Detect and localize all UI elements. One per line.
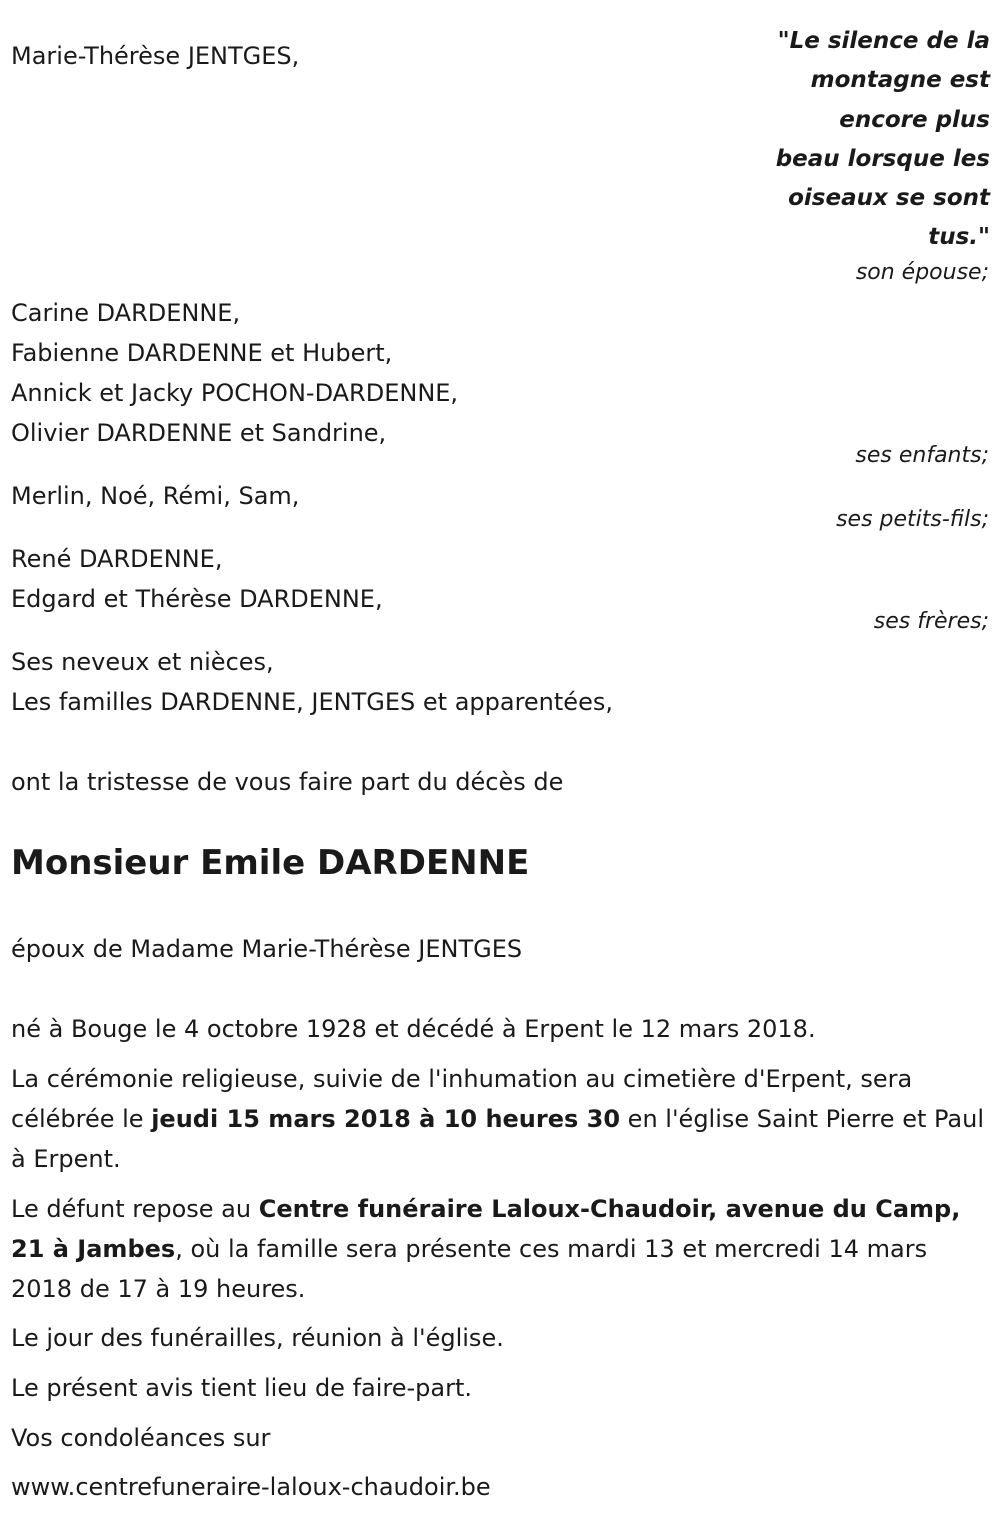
extended-family-line: Les familles DARDENNE, JENTGES et apparentées, xyxy=(11,688,613,716)
ceremony-date: jeudi 15 mars 2018 à 10 heures 30 xyxy=(151,1105,621,1133)
child-name: Fabienne DARDENNE et Hubert, xyxy=(11,339,393,367)
spouse-role: son épouse; xyxy=(855,260,989,285)
child-name: Olivier DARDENNE et Sandrine, xyxy=(11,419,387,447)
brother-name: Edgard et Thérèse DARDENNE, xyxy=(11,585,383,613)
website-link[interactable]: www.centrefuneraire-laloux-chaudoir.be xyxy=(11,1473,491,1501)
extended-family-line: Ses neveux et nièces, xyxy=(11,648,274,676)
brothers-role: ses frères; xyxy=(873,609,989,634)
spouse-of: époux de Madame Marie-Thérèse JENTGES xyxy=(11,935,523,963)
quote-line: encore plus xyxy=(839,106,990,133)
rest-visiting: , où la famille sera présente ces mardi 13 et mercredi 14 mars 2018 de 17 à 19 heures. xyxy=(11,1235,928,1303)
funeral-day: Le jour des funérailles, réunion à l'église. xyxy=(11,1324,504,1352)
brother-name: René DARDENNE, xyxy=(11,545,223,573)
ceremony-text: La cérémonie religieuse, suivie de l'inhumation au cimetière d'Erpent, sera célébrée le xyxy=(11,1065,913,1133)
notice: Le présent avis tient lieu de faire-part. xyxy=(11,1374,473,1402)
rest-text: Le défunt repose au xyxy=(11,1195,259,1223)
quote-line: beau lorsque les xyxy=(775,145,990,172)
quote-line: "Le silence de la xyxy=(777,28,990,54)
quote-line: oiseaux se sont xyxy=(788,185,990,212)
spouse-name: Marie-Thérèse JENTGES, xyxy=(11,42,300,70)
epitaph-quote xyxy=(750,22,990,258)
children-role: ses enfants; xyxy=(855,443,989,468)
ceremony-place: en l'église Saint Pierre et Paul à Erpent. xyxy=(11,1105,984,1173)
grandchildren-role: ses petits-fils; xyxy=(836,507,989,532)
grandchildren-names: Merlin, Noé, Rémi, Sam, xyxy=(11,482,300,510)
quote-line: tus." xyxy=(928,224,990,251)
ceremony-paragraph xyxy=(11,1059,986,1179)
child-name: Carine DARDENNE, xyxy=(11,299,241,327)
birth-death: né à Bouge le 4 octobre 1928 et décédé à Erpent le 12 mars 2018. xyxy=(11,1015,816,1043)
condolences-label: Vos condoléances sur xyxy=(11,1424,271,1452)
rest-paragraph xyxy=(11,1189,986,1309)
announcement: ont la tristesse de vous faire part du décès de xyxy=(11,768,564,796)
child-name: Annick et Jacky POCHON-DARDENNE, xyxy=(11,379,459,407)
rest-location: Centre funéraire Laloux-Chaudoir, avenue du Camp, 21 à Jambes xyxy=(11,1195,961,1263)
quote-line: montagne est xyxy=(810,67,990,94)
deceased-name: Monsieur Emile DARDENNE xyxy=(11,843,530,883)
